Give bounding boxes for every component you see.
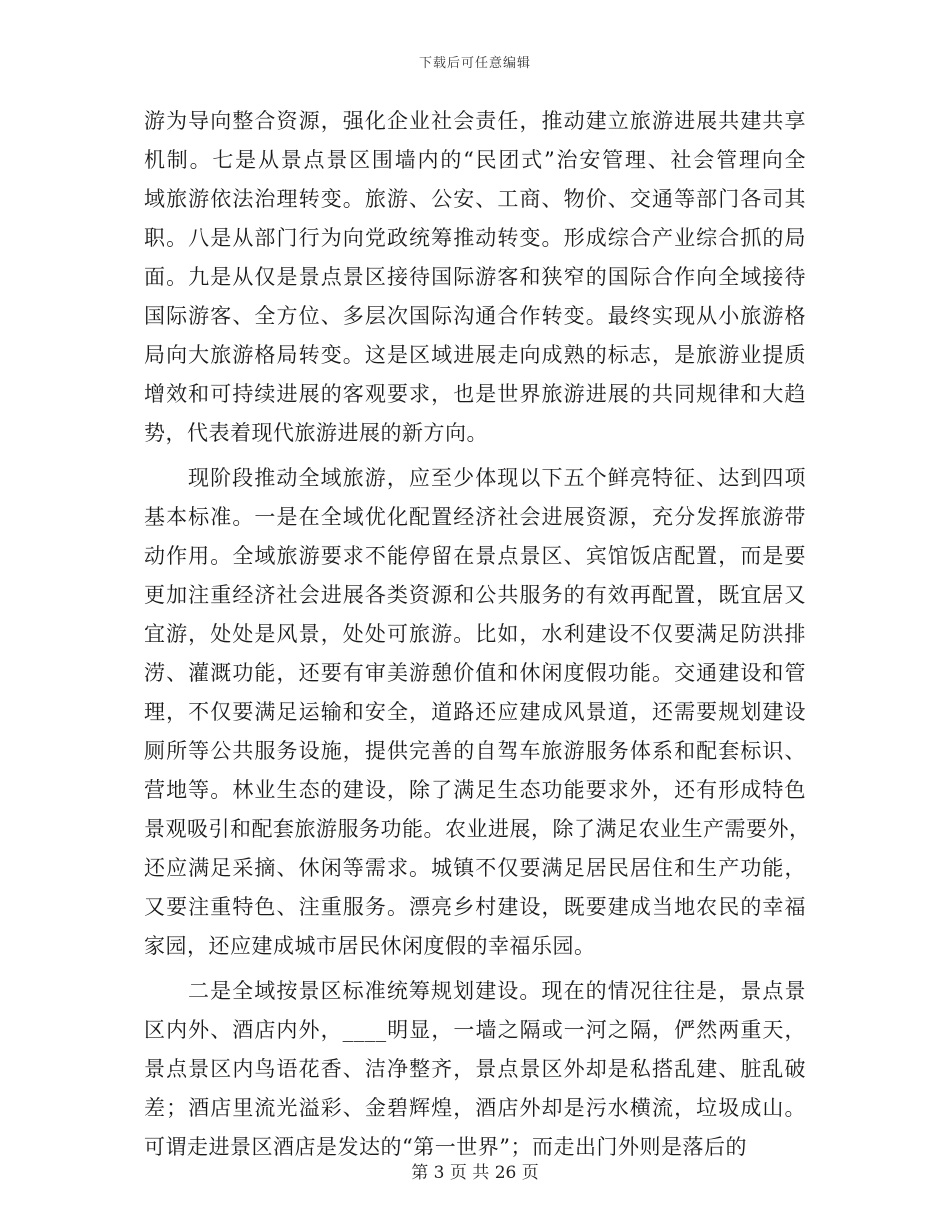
text-line: 涝、灌溉功能，还要有审美游憩价值和休闲度假功能。交通建设和管 [144,661,806,685]
text-line: 差；酒店里流光溢彩、金碧辉煌，酒店外却是污水横流，垃圾成山。 [144,1096,806,1120]
paragraph-2 [144,459,811,966]
text-line: 势，代表着现代旅游进展的新方向。 [144,421,488,445]
text-line: 又要注重特色、注重服务。漂亮乡村建设，既要建成当地农民的幸福 [144,895,806,919]
text-line: 游为导向整合资源，强化企业社会责任，推动建立旅游进展共建共享 [144,109,806,133]
text-line: 还应满足采摘、休闲等需求。城镇不仅要满足居民居住和生产功能， [144,856,806,880]
text-line: 更加注重经济社会进展各类资源和公共服务的有效再配置，既宜居又 [144,583,806,607]
text-line: 动作用。全域旅游要求不能停留在景点景区、宾馆饭店配置，而是要 [144,544,806,568]
text-line: 可谓走进景区酒店是发达的“第一世界”；而走出门外则是落后的 [144,1135,747,1159]
text-line: 局向大旅游格局转变。这是区域进展走向成熟的标志，是旅游业提质 [144,343,806,367]
text-line: 职。八是从部门行为向党政统筹推动转变。形成综合产业综合抓的局 [144,226,806,250]
text-line: 增效和可持续进展的客观要求，也是世界旅游进展的共同规律和大趋 [144,382,806,406]
text-line: 景观吸引和配套旅游服务功能。农业进展，除了满足农业生产需要外， [144,817,811,841]
text-line: 二是全域按景区标准统筹规划建设。现在的情况往往是，景点景 [188,979,806,1003]
page-number: 第 3 页 共 26 页 [411,1163,539,1183]
paragraph-1 [144,102,806,453]
paragraph-3 [144,972,806,1167]
text-line: 营地等。林业生态的建设，除了满足生态功能要求外，还有形成特色 [144,778,806,802]
text-line: 区内外、酒店内外，____明显，一墙之隔或一河之隔，俨然两重天， [144,1018,806,1042]
text-line: 宜游，处处是风景，处处可旅游。比如，水利建设不仅要满足防洪排 [144,622,806,646]
text-line: 家园，还应建成城市居民休闲度假的幸福乐园。 [144,934,596,958]
text-line: 面。九是从仅是景点景区接待国际游客和狭窄的国际合作向全域接待 [144,265,806,289]
text-line: 厕所等公共服务设施，提供完善的自驾车旅游服务体系和配套标识、 [144,739,806,763]
text-line: 国际游客、全方位、多层次国际沟通合作转变。最终实现从小旅游格 [144,304,806,328]
text-line: 机制。七是从景点景区围墙内的“民团式”治安管理、社会管理向全 [144,148,806,172]
text-line: 基本标准。一是在全域优化配置经济社会进展资源，充分发挥旅游带 [144,505,806,529]
text-line: 景点景区内鸟语花香、洁净整齐，景点景区外却是私搭乱建、脏乱破 [144,1057,806,1081]
text-line: 理，不仅要满足运输和安全，道路还应建成风景道，还需要规划建设 [144,700,806,724]
text-line: 现阶段推动全域旅游，应至少体现以下五个鲜亮特征、达到四项 [188,466,806,490]
text-line: 域旅游依法治理转变。旅游、公安、工商、物价、交通等部门各司其 [144,187,806,211]
header-note: 下载后可任意编辑 [418,56,531,71]
body-text [144,102,811,1167]
